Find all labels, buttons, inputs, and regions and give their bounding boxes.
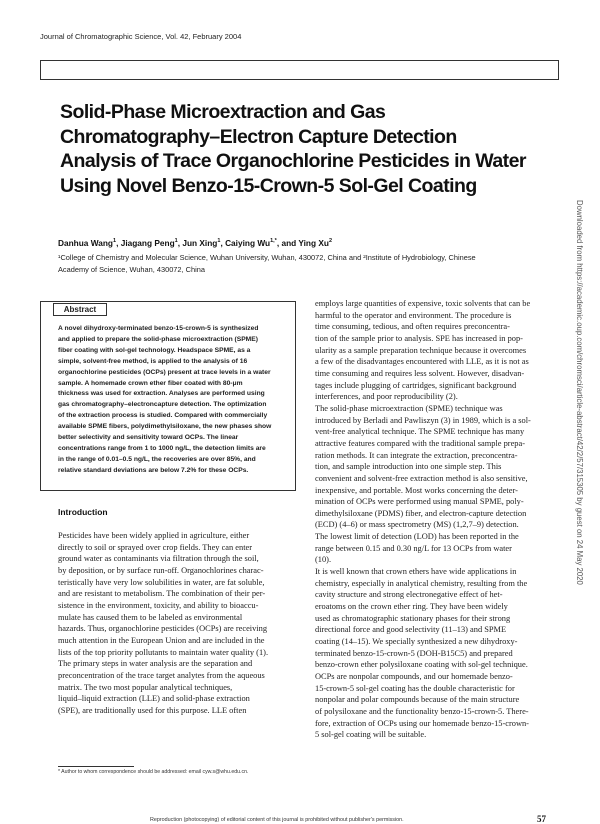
body-line: preconcentration of the trace target analytes from the aqueous [58, 670, 265, 680]
correspondence-footnote: * Author to whom correspondence should be addressed: email cyw.s@whu.edu.cn. [58, 769, 249, 775]
body-line: dimethylsiloxane (PDMS) fiber, and electron-capture detection [315, 508, 527, 518]
body-line: directional force and good selectivity (11–13) and SPME [315, 625, 507, 635]
body-line: introduced by Berladi and Pawliszyn (3) in 1989, which is a sol- [315, 415, 531, 425]
body-column-right [315, 298, 561, 741]
body-line: mination of OCPs were performed using manual SPME, poly- [315, 497, 524, 507]
abstract-line: available SPME fibers, polydimethylsiloxane, the new phases show [58, 423, 272, 431]
section-heading-introduction: Introduction [58, 507, 108, 517]
author-name: Jiagang Peng [120, 238, 175, 248]
abstract-line: relative standard deviations are below 7.2% for these OCPs. [58, 466, 249, 474]
body-line: 15-crown-5 sol-gel coating has the double characteristic for [315, 683, 515, 693]
abstract-line: fiber coating with sol-gel technology. Headspace SPME, as a [58, 346, 251, 354]
body-line: teristically have very low solubilities in water, are fat soluble, [58, 577, 265, 587]
body-line: lists of the top priority pollutants to maintain water quality (1). [58, 647, 269, 657]
body-line: by deposition, or by surface run-off. Organochlorines charac- [58, 565, 264, 575]
abstract-line: simple, solvent-free method, is applied to the analysis of 16 [58, 357, 248, 365]
download-watermark: Downloaded from https://academic.oup.com/chromsci/article-abstract/42/2/57/315305 by guest on 24 May 2020 [575, 200, 584, 585]
body-line: and are resistant to metabolism. The combination of their per- [58, 589, 266, 599]
body-line: a few of the disadvantages encountered with LLE, as it is not as [315, 357, 529, 367]
affiliations [58, 252, 558, 276]
abstract-line: sample. A homemade crown ether fiber coated with 80-μm [58, 379, 243, 387]
abstract-line: better selectivity and sensitivity toward OCPs. The linear [58, 434, 239, 442]
author-affiliation-mark: 2 [328, 238, 333, 245]
abstract-line: concentrations range from 1 to 1000 ng/L, the detection limits are [58, 444, 266, 452]
body-line: interferences, and poor reproducibility (2). [315, 392, 458, 402]
body-line: matrix. The two most popular analytical techniques, [58, 682, 233, 692]
body-line: (SPE), are traditionally used for this purpose. LLE often [58, 705, 247, 715]
body-line: inexpensive, and portable. Most works concerning the deter- [315, 485, 518, 495]
body-line: (ECD) (4–6) or mass spectrometry (MS) (1,2,7–9) detection. [315, 520, 519, 530]
body-line: nonpolar and polar compounds because of the main structure [315, 695, 520, 705]
abstract-line: of the extraction process is studied. Compared with commercially [58, 412, 268, 420]
body-line: coating (14–15). We specially synthesized a new dihydroxy- [315, 637, 518, 647]
body-line: terminated benzo-15-crown-5 (DOH-B15C5) and prepared [315, 648, 513, 658]
body-line: sistence in the environment, toxicity, and ability to bioaccu- [58, 600, 259, 610]
title-line: Chromatography–Electron Capture Detection [60, 125, 457, 148]
body-line: attractive features compared with the traditional sample prepa- [315, 438, 525, 448]
body-line: employs large quantities of expensive, toxic solvents that can be [315, 299, 531, 308]
body-line: OCPs are nonpolar compounds, and our homemade benzo- [315, 672, 513, 681]
body-line: fore, extraction of OCPs using our homemade benzo-15-crown- [315, 718, 529, 728]
body-line: eroatoms on the crown ether ring. They have been widely [315, 602, 508, 612]
author-affiliation-mark: 1 [174, 238, 178, 245]
author-name: Caiying Wu [225, 238, 271, 248]
body-column-left [58, 530, 302, 717]
title-line: Analysis of Trace Organochlorine Pesticides in Water [60, 150, 526, 173]
abstract-line: gas chromatography–electroncapture detection. The optimization [58, 401, 267, 409]
body-line: tages include plugging of cartridges, significant background [315, 380, 517, 390]
body-line: ration methods. It can integrate the extraction, preconcentra- [315, 450, 518, 460]
affiliation-line: ¹College of Chemistry and Molecular Science, Wuhan University, Wuhan, 430072, China and ²Institute of Hydrobiology, Chinese [58, 253, 476, 262]
body-line: benzo-crown ether polysiloxane coating with sol-gel technique. [315, 660, 528, 670]
abstract-line: organochlorine pesticides (OCPs) present at trace levels in a water [58, 368, 271, 376]
reproduction-notice: Reproduction (photocopying) of editorial content of this journal is prohibited without publisher's permission. [150, 817, 404, 823]
header-rule-box [40, 60, 559, 80]
body-line: range between 0.15 and 0.30 ng/L for 13 OCPs from water [315, 543, 512, 553]
body-line: It is well known that crown ethers have wide applications in [315, 567, 517, 577]
author-list: Danhua Wang$^1$, Jiagang Peng$^1$, Jun Xing$^1$, Caiying $Wu^{1,*}$, and Ying Xu$^2$ [58, 238, 333, 248]
author-name: Ying Xu [298, 238, 329, 248]
body-line: The solid-phase microextraction (SPME) technique was [315, 403, 503, 413]
body-line: chemistry, especially in analytical chemistry, resulting from the [315, 578, 528, 588]
body-line: time consuming and requires less solvent. However, disadvan- [315, 368, 525, 378]
body-line: liquid–liquid extraction (LLE) and solid-phase extraction [58, 694, 250, 704]
abstract-line: thickness was used for extraction. Analyses are performed using [58, 390, 265, 398]
body-line: time consuming, tedious, and often requires preconcentra- [315, 322, 510, 332]
title-line: Solid-Phase Microextraction and Gas [60, 101, 386, 123]
body-line: much attention in the European Union and are included in the [58, 635, 265, 645]
abstract-text [58, 324, 290, 477]
affiliation-line: Academy of Science, Wuhan, 430072, China [58, 265, 205, 274]
page-number: 57 [537, 814, 546, 824]
body-line: cavity structure and strong electronegative effect of het- [315, 590, 503, 600]
body-line: The primary steps in water analysis are the separation and [58, 659, 253, 669]
body-line: mulate has caused them to be labeled as environmental [58, 612, 243, 622]
body-line: directly to soil or sprayed over crop fields. They can enter [58, 542, 253, 552]
author-affiliation-mark: 1,* [270, 238, 277, 245]
body-line: hazards. Thus, organochlorine pesticides (OCPs) are receiving [58, 624, 268, 634]
footnote-rule [58, 766, 134, 767]
body-line: of polysiloxane and the functionality benzo-15-crown-5. There- [315, 706, 529, 716]
body-line: harmful to the operator and environment. The procedure is [315, 310, 512, 320]
body-line: used as chromatographic stationary phases for their strong [315, 613, 511, 623]
body-line: convenient and solvent-free extraction method is also sensitive, [315, 473, 528, 483]
body-line: Pesticides have been widely applied in agriculture, either [58, 531, 250, 540]
author-conjunction: and [281, 238, 297, 248]
author-name: Danhua Wang [58, 238, 114, 248]
journal-header: Journal of Chromatographic Science, Vol. 42, February 2004 [40, 32, 242, 41]
article-title [60, 100, 540, 198]
abstract-line: in the range of 0.01–0.5 ng/L, the recoveries are over 85%, and [58, 455, 256, 463]
abstract-line: A novel dihydroxy-terminated benzo-15-crown-5 is synthesized [58, 325, 259, 332]
author-affiliation-mark: 1 [113, 238, 117, 245]
body-line: tion of the sample prior to analysis. SPE has increased in pop- [315, 333, 523, 343]
body-line: (10). [315, 555, 332, 565]
body-line: vent-free analytical technique. The SPME technique has many [315, 427, 525, 437]
body-line: ground water as contaminants via filtration through the soil, [58, 554, 259, 564]
body-line: ularity as a sample preparation technique because it overcomes [315, 345, 527, 355]
body-line: 5 sol-gel coating will be suitable. [315, 730, 427, 740]
title-line: Using Novel Benzo-15-Crown-5 Sol-Gel Coating [60, 174, 477, 197]
abstract-label: Abstract [53, 303, 107, 316]
body-line: The lowest limit of detection (LOD) has been reported in the [315, 532, 519, 542]
abstract-line: and applied to prepare the solid-phase microextraction (SPME) [58, 335, 258, 343]
author-name: Jun Xing [182, 238, 218, 248]
body-line: tion, and sample introduction into one simple step. This [315, 462, 502, 472]
author-affiliation-mark: 1 [217, 238, 221, 245]
